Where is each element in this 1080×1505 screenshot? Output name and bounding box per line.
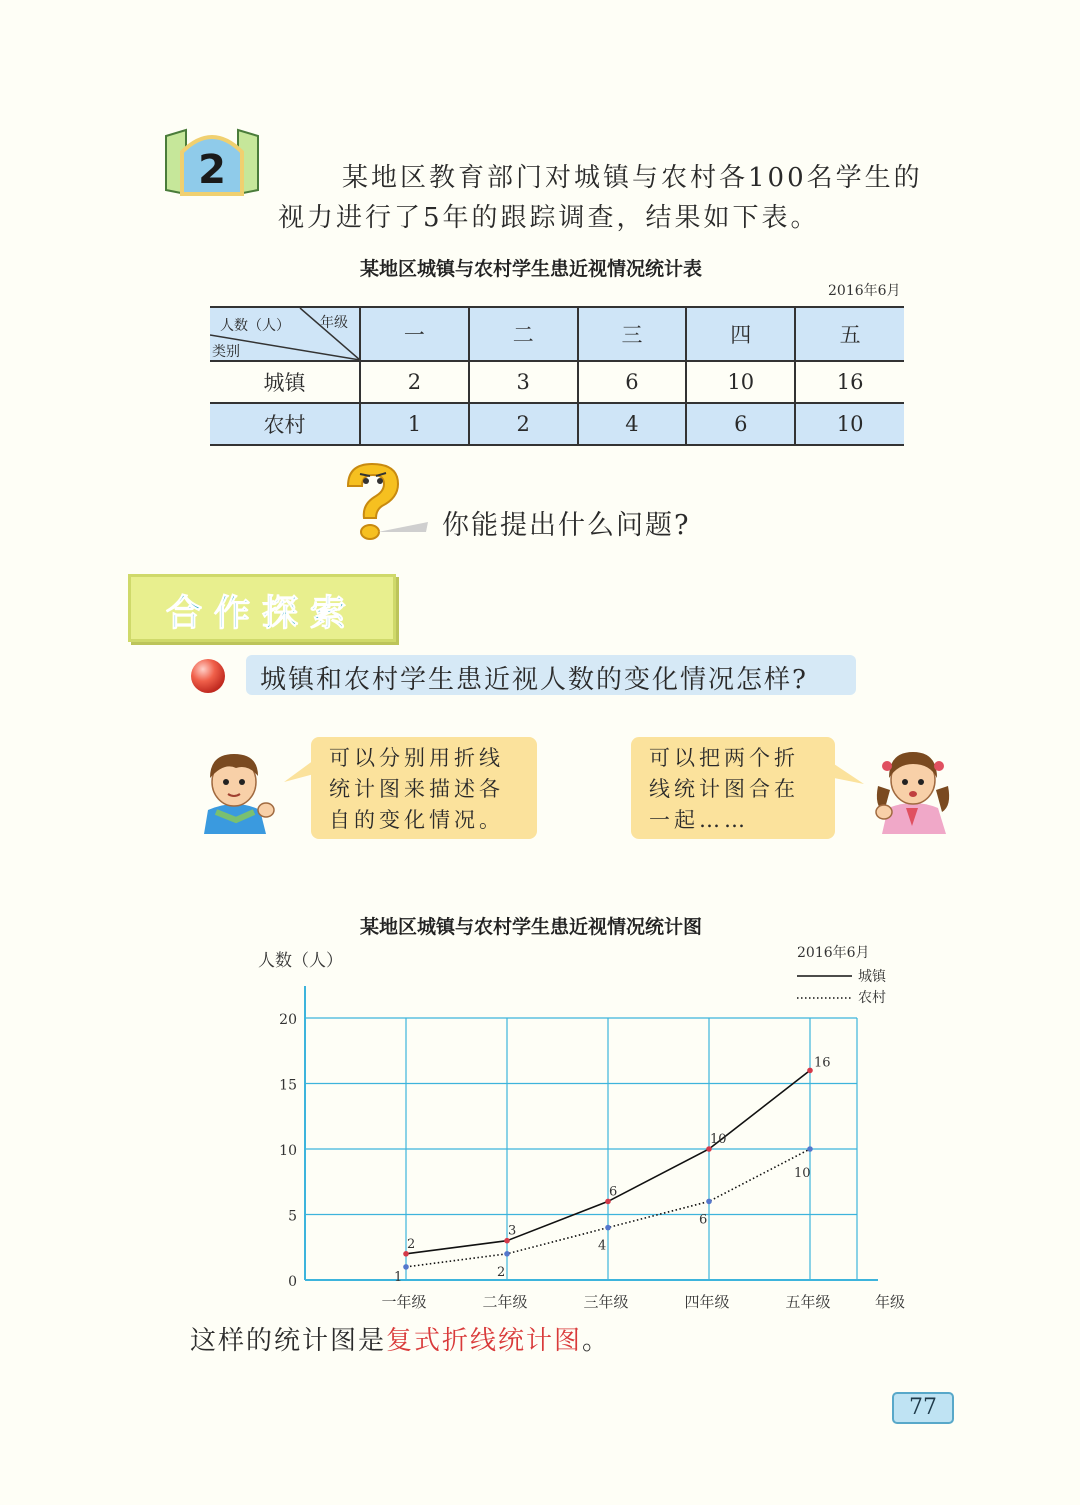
girl-illustration bbox=[872, 746, 954, 834]
table-cell: 4 bbox=[578, 403, 687, 445]
question-mark-icon bbox=[340, 460, 430, 542]
table-cell: 3 bbox=[469, 361, 578, 403]
red-ball-icon bbox=[189, 658, 227, 694]
table-title: 某地区城镇与农村学生患近视情况统计表 bbox=[360, 258, 703, 280]
corner-grade-label: 年级 bbox=[320, 315, 348, 331]
table-cell: 2 bbox=[469, 403, 578, 445]
grade-header: 一 bbox=[360, 307, 469, 361]
data-point bbox=[807, 1068, 813, 1074]
data-label: 10 bbox=[710, 1132, 727, 1147]
boy-illustration bbox=[196, 748, 278, 834]
y-tick-label: 10 bbox=[279, 1143, 297, 1159]
conclusion-prefix: 这样的统计图是 bbox=[190, 1326, 387, 1356]
example-number-badge bbox=[160, 128, 264, 198]
data-label: 6 bbox=[699, 1212, 708, 1228]
bubble-line: 可以把两个折 bbox=[649, 746, 799, 770]
page-number: 77 bbox=[892, 1392, 954, 1424]
grade-header: 四 bbox=[686, 307, 795, 361]
topic-bar bbox=[246, 655, 856, 695]
conclusion-text bbox=[190, 1320, 610, 1357]
data-label: 16 bbox=[814, 1055, 831, 1071]
bubble-line: 一起…… bbox=[649, 808, 749, 832]
statistics-table bbox=[210, 306, 904, 446]
y-axis-label: 人数（人） bbox=[258, 951, 343, 971]
data-label: 4 bbox=[598, 1238, 607, 1254]
y-tick-label: 20 bbox=[279, 1012, 297, 1028]
data-point bbox=[605, 1225, 611, 1231]
data-point bbox=[403, 1251, 409, 1257]
data-point bbox=[706, 1146, 712, 1152]
intro-line-2: 视力进行了5年的跟踪调查，结果如下表。 bbox=[278, 203, 820, 233]
x-tick-label: 三年级 bbox=[583, 1293, 629, 1311]
bubble-tail-right bbox=[834, 764, 864, 790]
data-point bbox=[605, 1199, 611, 1205]
table-date: 2016年6月 bbox=[828, 283, 901, 299]
table-header-row bbox=[210, 307, 904, 361]
table-row-town bbox=[210, 361, 904, 403]
grade-header: 五 bbox=[795, 307, 904, 361]
conclusion-highlight: 复式折线统计图 bbox=[386, 1326, 583, 1356]
legend-label: 城镇 bbox=[858, 969, 886, 985]
section-title: 合作探索 bbox=[165, 593, 358, 634]
topic-text: 城镇和农村学生患近视人数的变化情况怎样? bbox=[260, 665, 808, 695]
y-tick-label: 5 bbox=[288, 1208, 297, 1225]
corner-category-label: 类别 bbox=[212, 344, 240, 360]
data-label: 10 bbox=[794, 1166, 811, 1181]
line-chart bbox=[250, 938, 910, 1318]
y-tick-label: 0 bbox=[288, 1274, 297, 1290]
table-cell: 10 bbox=[795, 403, 904, 445]
table-cell: 6 bbox=[578, 361, 687, 403]
table-cell: 6 bbox=[686, 403, 795, 445]
legend-label: 农村 bbox=[858, 990, 886, 1006]
data-label: 1 bbox=[394, 1269, 403, 1285]
bubble-line: 线统计图合在 bbox=[649, 777, 799, 801]
x-tick-label: 一年级 bbox=[381, 1293, 427, 1311]
data-label: 3 bbox=[508, 1223, 517, 1239]
row-label: 农村 bbox=[210, 403, 360, 445]
grade-header: 三 bbox=[578, 307, 687, 361]
bubble-line: 统计图来描述各 bbox=[329, 777, 504, 801]
chart-title: 某地区城镇与农村学生患近视情况统计图 bbox=[360, 916, 703, 938]
corner-people-label: 人数（人） bbox=[220, 318, 290, 334]
speech-bubble-left bbox=[311, 737, 537, 839]
intro-line-1: 某地区教育部门对城镇与农村各100名学生的 bbox=[342, 163, 923, 193]
grade-header: 二 bbox=[469, 307, 578, 361]
example-number: 2 bbox=[198, 147, 226, 193]
y-tick-label: 15 bbox=[279, 1077, 297, 1094]
data-label: 6 bbox=[609, 1184, 618, 1200]
table-cell: 1 bbox=[360, 403, 469, 445]
table-cell: 2 bbox=[360, 361, 469, 403]
data-point bbox=[504, 1238, 510, 1244]
bubble-line: 可以分别用折线 bbox=[329, 746, 504, 770]
table-row-village bbox=[210, 403, 904, 445]
table-corner-cell bbox=[210, 307, 360, 361]
data-point bbox=[504, 1251, 510, 1257]
x-tick-label: 二年级 bbox=[482, 1293, 528, 1311]
conclusion-suffix: 。 bbox=[582, 1326, 611, 1356]
bubble-tail-left bbox=[284, 760, 314, 786]
section-banner bbox=[128, 574, 396, 642]
data-label: 2 bbox=[407, 1236, 416, 1252]
row-label: 城镇 bbox=[210, 361, 360, 403]
x-tick-label: 五年级 bbox=[785, 1293, 831, 1311]
data-point bbox=[403, 1264, 409, 1270]
table-cell: 10 bbox=[686, 361, 795, 403]
speech-bubble-right bbox=[631, 737, 835, 839]
question-text: 你能提出什么问题? bbox=[442, 510, 691, 541]
bubble-line: 自的变化情况。 bbox=[329, 808, 504, 832]
data-label: 2 bbox=[497, 1264, 506, 1280]
x-axis-label: 年级 bbox=[874, 1293, 906, 1311]
data-point bbox=[807, 1146, 813, 1152]
table-cell: 16 bbox=[795, 361, 904, 403]
data-point bbox=[706, 1199, 712, 1205]
chart-date: 2016年6月 bbox=[797, 945, 870, 961]
x-tick-label: 四年级 bbox=[684, 1293, 730, 1311]
